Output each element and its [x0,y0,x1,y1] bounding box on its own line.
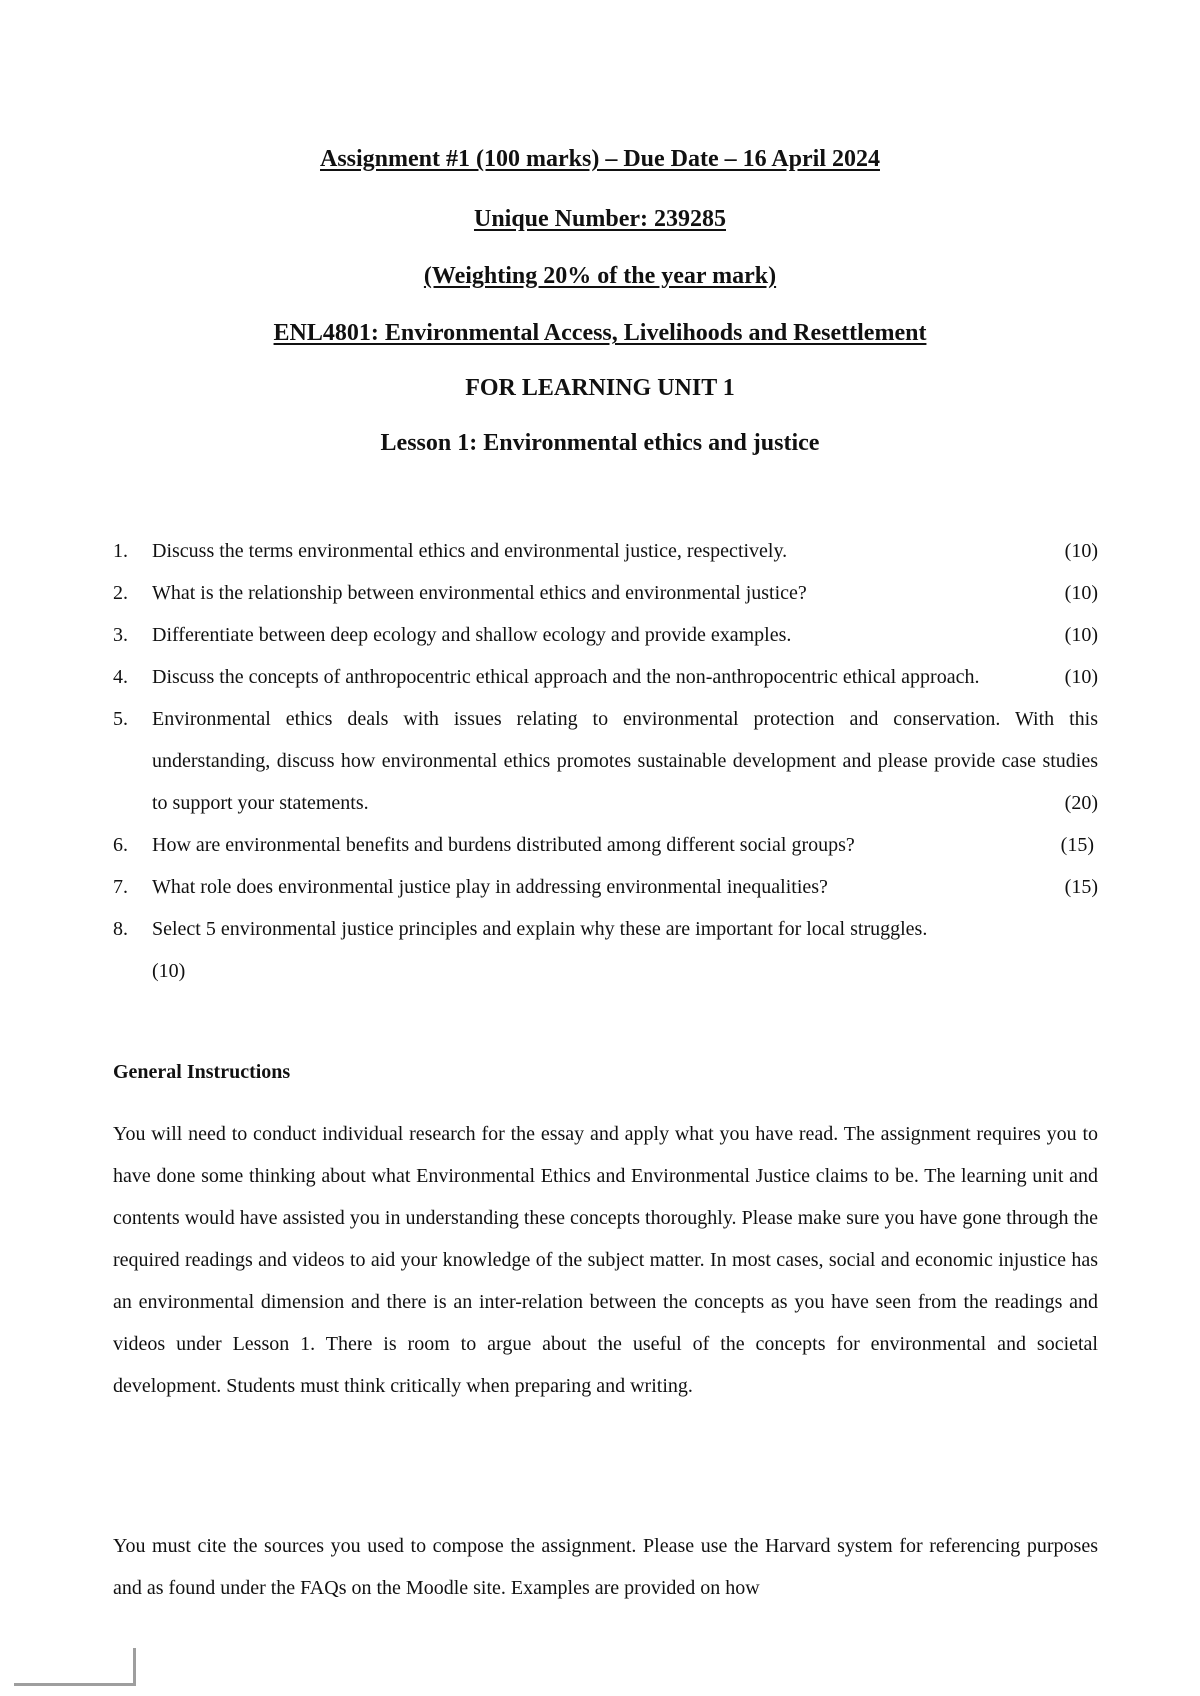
instructions-paragraph: You must cite the sources you used to compose the assignment. Please use the Harvard system for referencing purposes and as found under the FAQs on the Moodle site. Examples are provided on how [113,1535,1098,1599]
general-instructions-heading: General Instructions [113,1061,291,1083]
question-text: Environmental ethics deals with issues relating to environmental protection and conservation. With this understanding, discuss how environmental ethics promotes sustainable development and please provide case studies to support your statements. [152,708,1098,814]
question-number: 4. [113,666,128,688]
question-item [113,908,1098,992]
question-number: 1. [113,540,128,562]
question-number: 7. [113,876,128,898]
question-item [113,614,1098,656]
question-item [113,866,1098,908]
question-text: Select 5 environmental justice principles and explain why these are important for local struggles. [152,918,928,940]
question-text: Differentiate between deep ecology and shallow ecology and provide examples. [152,624,792,646]
question-number: 5. [113,708,128,730]
question-marks: (15) [1060,834,1094,856]
question-marks: (15) [1064,876,1098,898]
question-text: How are environmental benefits and burdens distributed among different social groups? [152,834,855,856]
unique-number: Unique Number: 239285 [473,206,726,232]
lesson-heading: Lesson 1: Environmental ethics and justice [380,430,820,456]
question-text: Discuss the terms environmental ethics and environmental justice, respectively. [152,540,788,562]
question-item [113,530,1098,572]
module-title: ENL4801: Environmental Access, Livelihoods and Resettlement [273,320,927,346]
question-number: 6. [113,834,128,856]
page-corner-mark [14,1648,136,1686]
question-number: 8. [113,918,128,940]
question-item [113,656,1098,698]
question-list [113,530,1098,992]
question-marks: (10) [1064,540,1098,562]
learning-unit-heading: FOR LEARNING UNIT 1 [465,375,735,401]
question-marks: (20) [1064,792,1098,814]
question-text: What role does environmental justice play in addressing environmental inequalities? [152,876,828,898]
question-item [113,698,1098,824]
weighting-note: (Weighting 20% of the year mark) [423,263,777,289]
question-marks: (10) [1064,666,1098,688]
question-text: What is the relationship between environmental ethics and environmental justice? [152,582,807,604]
instructions-paragraph: You will need to conduct individual research for the essay and apply what you have read. The assignment requires you to have done some thinking about what Environmental Ethics and Environmental Justice claims to be. The learning unit and contents would have assisted you in understanding these concepts thoroughly. Please make sure you have gone through the required readings and videos to aid your knowledge of the subject matter. In most cases, social and economic injustice has an environmental dimension and there is an inter-relation between the concepts as you have seen from the readings and videos under Lesson 1. There is room to argue about the useful of the concepts for environmental and societal development. Students must think critically when preparing and writing. [113,1123,1098,1397]
assignment-title: Assignment #1 (100 marks) – Due Date – 16 April 2024 [320,146,880,172]
question-marks: (10) [1064,624,1098,646]
question-marks: (10) [1064,582,1098,604]
question-text: Discuss the concepts of anthropocentric ethical approach and the non-anthropocentric ethical approach. [152,666,980,688]
question-number: 3. [113,624,128,646]
question-item [113,824,1098,866]
question-number: 2. [113,582,128,604]
question-item [113,572,1098,614]
question-marks: (10) [152,960,186,982]
